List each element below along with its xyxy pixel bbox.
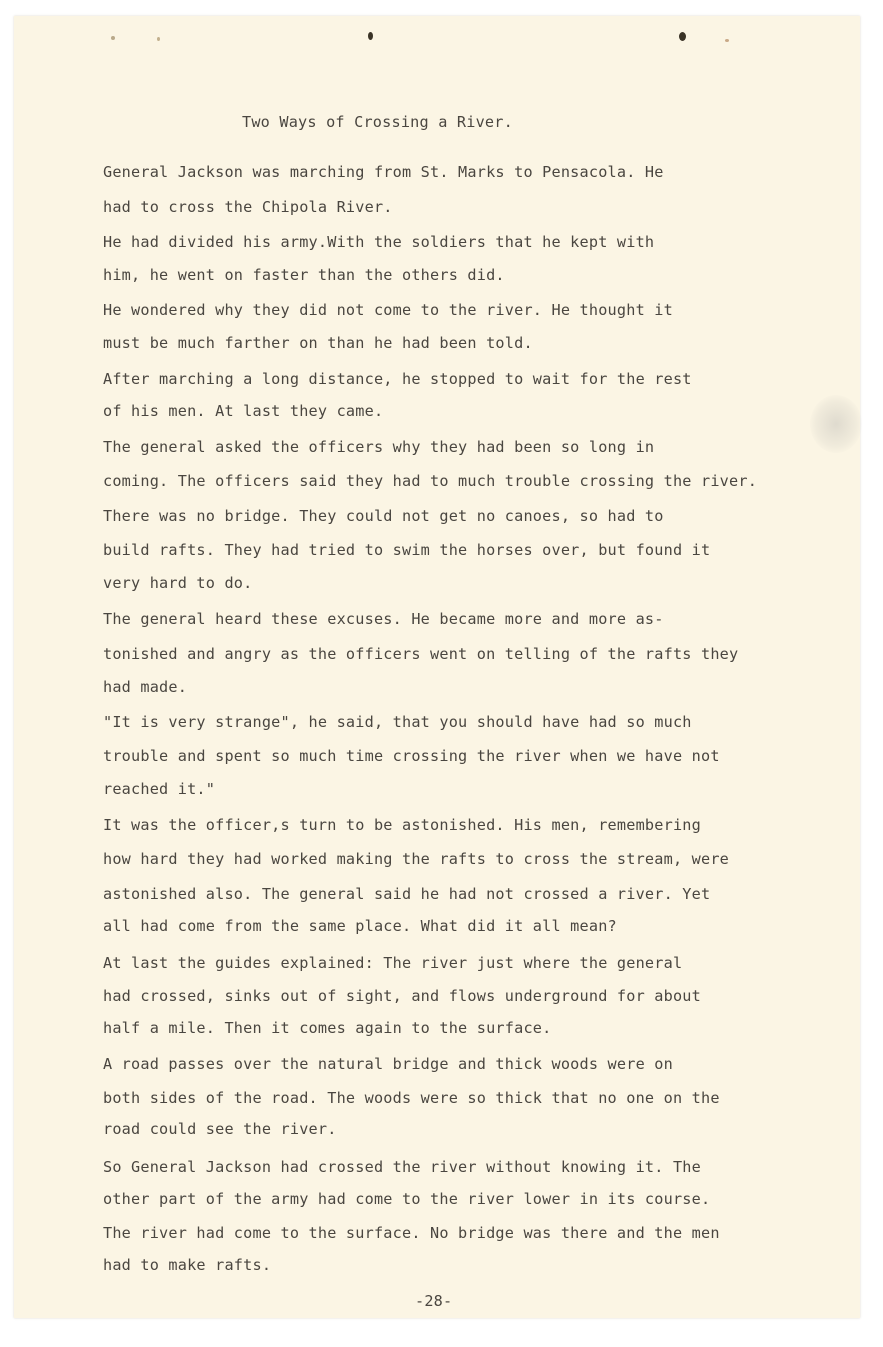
text-line: must be much farther on than he had been told. [103, 334, 533, 352]
text-line: half a mile. Then it comes again to the surface. [103, 1019, 552, 1037]
text-line: him, he went on faster than the others did. [103, 266, 505, 284]
binder-hole-right [679, 32, 686, 41]
text-line: A road passes over the natural bridge and thick woods were on [103, 1055, 673, 1073]
binder-hole-left-2 [157, 37, 160, 41]
text-line: other part of the army had come to the river lower in its course. [103, 1190, 711, 1208]
text-line: After marching a long distance, he stopped to wait for the rest [103, 370, 692, 388]
text-line: It was the officer,s turn to be astonished. His men, remembering [103, 816, 701, 834]
text-line: He had divided his army.With the soldiers that he kept with [103, 233, 655, 251]
text-line: The general heard these excuses. He became more and more as- [103, 610, 664, 628]
ink-smudge [810, 395, 862, 453]
text-line: "It is very strange", he said, that you should have had so much [103, 713, 692, 731]
binder-hole-center [368, 32, 373, 40]
text-line: both sides of the road. The woods were so thick that no one on the [103, 1089, 720, 1107]
text-line: So General Jackson had crossed the river without knowing it. The [103, 1158, 701, 1176]
text-line: had to cross the Chipola River. [103, 198, 393, 216]
text-line: The river had come to the surface. No bridge was there and the men [103, 1224, 720, 1242]
text-line: General Jackson was marching from St. Marks to Pensacola. He [103, 163, 664, 181]
text-line: very hard to do. [103, 574, 253, 592]
text-line: There was no bridge. They could not get no canoes, so had to [103, 507, 664, 525]
text-line: of his men. At last they came. [103, 402, 384, 420]
text-line: He wondered why they did not come to the river. He thought it [103, 301, 673, 319]
text-line: The general asked the officers why they had been so long in [103, 438, 655, 456]
page-title: Two Ways of Crossing a River. [242, 113, 513, 131]
text-line: how hard they had worked making the rafts to cross the stream, were [103, 850, 730, 868]
text-line: build rafts. They had tried to swim the horses over, but found it [103, 541, 711, 559]
text-line: tonished and angry as the officers went on telling of the rafts they [103, 645, 739, 663]
text-line: At last the guides explained: The river just where the general [103, 954, 683, 972]
text-line: had crossed, sinks out of sight, and flows underground for about [103, 987, 701, 1005]
text-line: trouble and spent so much time crossing the river when we have not [103, 747, 720, 765]
text-line: coming. The officers said they had to much trouble crossing the river. [103, 472, 758, 490]
text-line: had made. [103, 678, 188, 696]
text-line: reached it." [103, 780, 216, 798]
binder-hole-left [111, 36, 115, 40]
text-line: had to make rafts. [103, 1256, 272, 1274]
text-line: road could see the river. [103, 1120, 337, 1138]
page-number: -28- [415, 1292, 453, 1310]
text-line: all had come from the same place. What did it all mean? [103, 917, 617, 935]
text-line: astonished also. The general said he had not crossed a river. Yet [103, 885, 711, 903]
binder-hole-right-2 [725, 39, 729, 42]
